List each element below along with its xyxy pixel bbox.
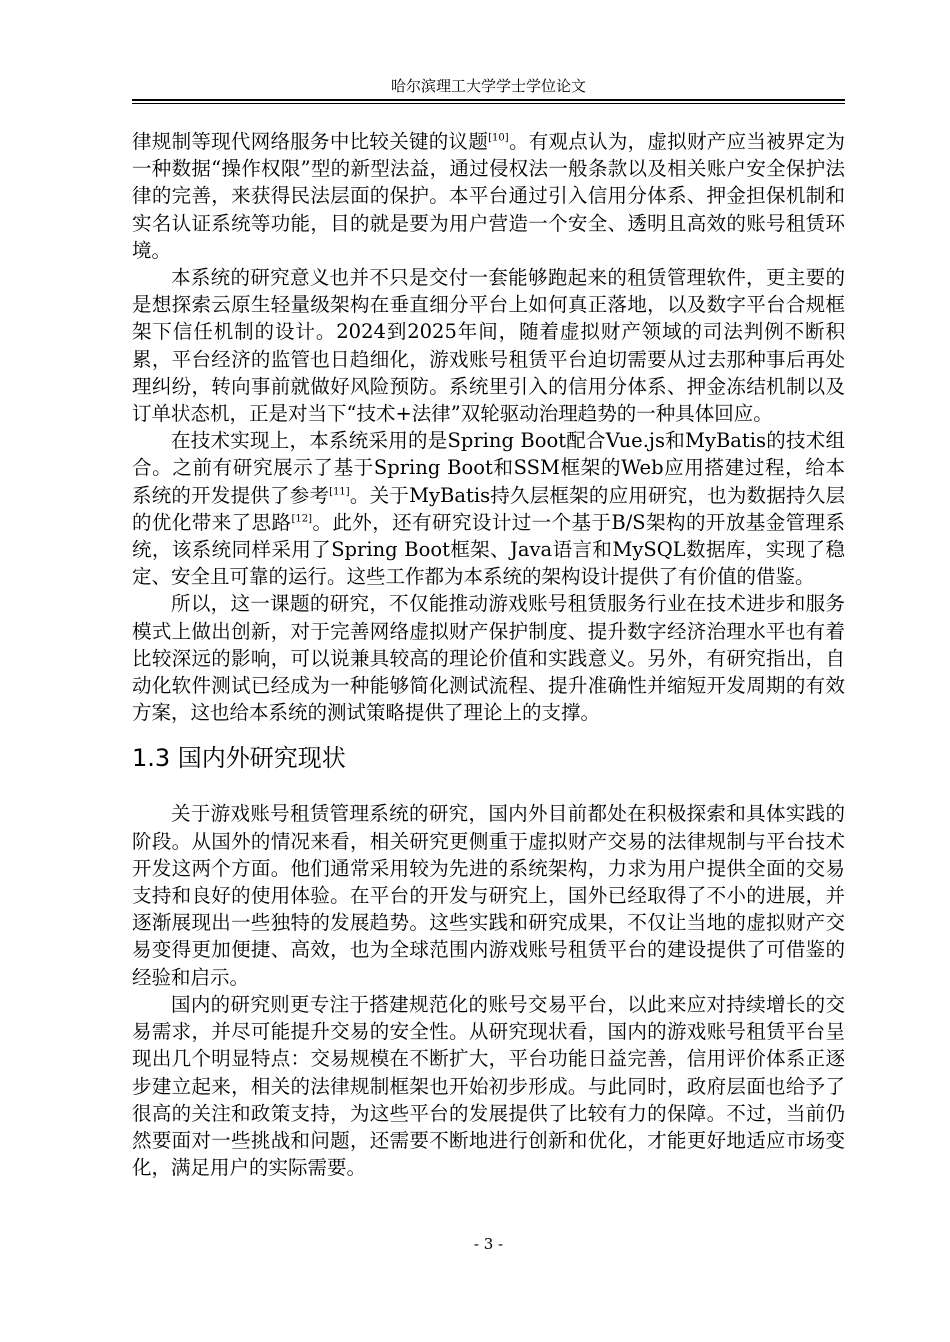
running-header: 哈尔滨理工大学学士学位论文 [390,77,586,95]
paragraph-5: 关于游戏账号租赁管理系统的研究，国内外目前都处在积极探索和具体实践的阶段。从国外的情况来看，相关研究更侧重于虚拟财产交易的法律规制与平台技术开发这两个方面。他们通常采用较为先进的系统架构，力求为用户提供全面的交易支持和良好的使用体验。在平台的开发与研究上，国外已经取得了不小的进展，并逐渐展现出一些独特的发展趋势。这些实践和研究成果，不仅让当地的虚拟财产交易变得更加便捷、高效，也为全球范围内游戏账号租赁平台的建设提供了可借鉴的经验和启示。 [132,802,845,989]
paragraph-3: 在技术实现上，本系统采用的是Spring Boot配合Vue.js和MyBatis的技术组合。之前有研究展示了基于Spring Boot和SSM框架的Web应用搭建过程，给本系统的开发提供了参考[11]。关于MyBatis持久层框架的应用研究，也为数据持久层的优化带来了思路[12]。此外，还有研究设计过一个基于B/S架构的开放基金管理系统，该系统同样采用了Spring Boot框架、Java语言和MySQL数据库，实现了稳定、安全且可靠的运行。这些工作都为本系统的架构设计提供了有价值的借鉴。 [132,429,845,589]
page-number: - 3 - [473,1235,504,1253]
paragraph-2: 本系统的研究意义也并不只是交付一套能够跑起来的租赁管理软件，更主要的是想探索云原生轻量级架构在垂直细分平台上如何真正落地，以及数字平台合规框架下信任机制的设计。2024到2025年间，随着虚拟财产领域的司法判例不断积累，平台经济的监管也日趋细化，游戏账号租赁平台迫切需要从过去那种事后再处理纠纷，转向事前就做好风险预防。系统里引入的信用分体系、押金冻结机制以及订单状态机，正是对当下“技术+法律”双轮驱动治理趋势的一种具体回应。 [132,266,845,426]
paragraph-1: 律规制等现代网络服务中比较关键的议题[10]。有观点认为，虚拟财产应当被界定为一种数据“操作权限”型的新型法益，通过侵权法一般条款以及相关账户安全保护法律的完善，来获得民法层面的保护。本平台通过引入信用分体系、押金担保机制和实名认证系统等功能，目的就是要为用户营造一个安全、透明且高效的账号租赁环境。 [132,130,845,262]
section-heading: 1.3 国内外研究现状 [132,744,346,773]
header-rule-thin [132,103,845,104]
paragraph-6: 国内的研究则更专注于搭建规范化的账号交易平台，以此来应对持续增长的交易需求，并尽可能提升交易的安全性。从研究现状看，国内的游戏账号租赁平台呈现出几个明显特点：交易规模在不断扩大，平台功能日益完善，信用评价体系正逐步建立起来，相关的法律规制框架也开始初步形成。与此同时，政府层面也给予了很高的关注和政策支持，为这些平台的发展提供了比较有力的保障。不过，当前仍然要面对一些挑战和问题，还需要不断地进行创新和优化，才能更好地适应市场变化，满足用户的实际需要。 [132,992,845,1180]
citation-10: [10] [488,132,509,144]
paragraph-4: 所以，这一课题的研究，不仅能推动游戏账号租赁服务行业在技术进步和服务模式上做出创新，对于完善网络虚拟财产保护制度、提升数字经济治理水平也有着比较深远的影响，可以说兼具较高的理论价值和实践意义。另外，有研究指出，自动化软件测试已经成为一种能够简化测试流程、提升准确性并缩短开发周期的有效方案，这也给本系统的测试策略提供了理论上的支撑。 [132,592,845,725]
page-body [132,128,845,1181]
header-rule-thick [132,99,845,101]
citation-11: [11] [329,486,350,498]
citation-12: [12] [291,513,312,525]
